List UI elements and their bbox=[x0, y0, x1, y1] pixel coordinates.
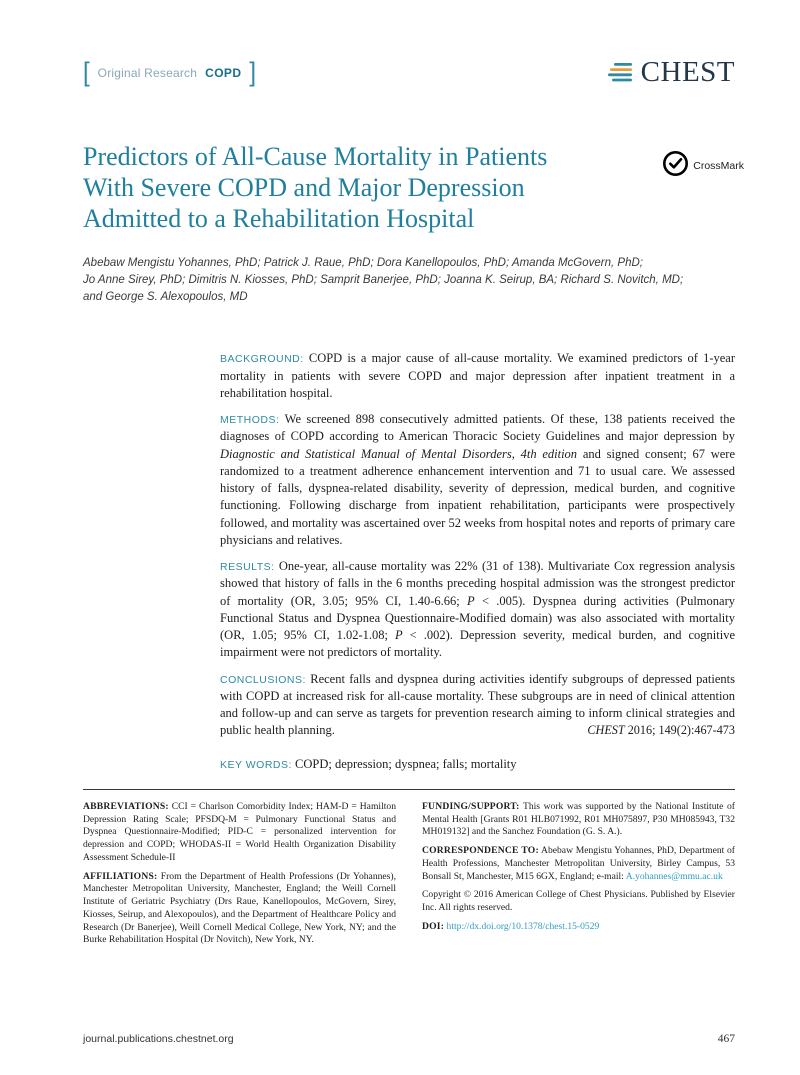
footnote-label: AFFILIATIONS: bbox=[83, 870, 158, 882]
page-footer bbox=[83, 1033, 735, 1045]
copyright-note bbox=[422, 889, 735, 915]
right-bracket-glyph: ] bbox=[249, 57, 257, 88]
text-link[interactable]: http://dx.doi.org/10.1378/chest.15-0529 bbox=[446, 920, 600, 932]
text-link[interactable]: A.yohannes@mmu.ac.uk bbox=[625, 870, 723, 882]
journal-citation: CHEST 2016; 149(2):467-473 bbox=[587, 722, 735, 737]
footnote-text: CCI = Charlson Comorbidity Index; HAM-D = Hamilton Depression Rating Scale; PFSDQ-M = Pulmonary Functional Status and Dyspnea Questionnaire-Modified; PID-C = personalized intervention for depression and COPD; WHODAS-II = World Health Organization Disability Assessment Schedule-II bbox=[83, 800, 396, 863]
author-line: Jo Anne Sirey, PhD; Dimitris N. Kiosses, PhD; Samprit Banerjee, PhD; Joanna K. Seirup, BA; Richard S. Novitch, MD; bbox=[83, 273, 684, 286]
section-label: RESULTS: bbox=[220, 561, 275, 574]
crossmark-icon bbox=[662, 150, 689, 182]
funding-note bbox=[422, 801, 735, 839]
footnote-text bbox=[447, 921, 600, 932]
footnote-label: ABBREVIATIONS: bbox=[83, 800, 169, 812]
footnotes-left-column bbox=[83, 801, 396, 953]
abbreviations-note bbox=[83, 801, 396, 865]
left-bracket-glyph: [ bbox=[83, 57, 90, 88]
section-label: CONCLUSIONS: bbox=[220, 673, 306, 686]
chest-logo-stacked-pages-icon bbox=[608, 61, 634, 85]
authors-list bbox=[83, 255, 735, 307]
keywords-text: COPD; depression; dyspnea; falls; mortality bbox=[295, 756, 517, 771]
chest-logo-text: CHEST bbox=[640, 56, 735, 88]
section-text: We screened 898 consecutively admitted patients. Of these, 138 patients received the diagnoses of COPD according to American Thoracic Society Guidelines and major depression by Diagnostic and Statistical Manual of Mental Disorders, 4th edition and signed consent; 67 were randomized to a treatment adherence enhancement intervention and 71 to usual care. We assessed history of falls, dyspnea-related disability, severity of depression, medical burden, and cognitive functioning. Following discharge from inpatient rehabilitation, participants were prospectively followed, and mortality was ascertained over 52 weeks from hospital notes and reports of primary care physicians and relatives. bbox=[220, 412, 735, 547]
correspondence-note bbox=[422, 845, 735, 883]
footnote-text: This work was supported by the National Institute of Mental Health [Grants R01 HLB071992, R01 MH075897, P30 MH085943, T32 MH019132] and the Sanchez Foundation (G. S. A.). bbox=[422, 800, 735, 838]
page-header bbox=[83, 58, 735, 87]
keywords-label: KEY WORDS: bbox=[220, 758, 292, 771]
affiliations-note bbox=[83, 871, 396, 948]
page-number: 467 bbox=[717, 1033, 735, 1045]
footnote-label: FUNDING/SUPPORT: bbox=[422, 800, 520, 812]
divider-rule bbox=[83, 789, 735, 790]
section-label: BACKGROUND: bbox=[220, 353, 304, 366]
abstract-section-conclusions bbox=[220, 671, 735, 740]
abstract-section-methods bbox=[220, 411, 735, 549]
section-text: Recent falls and dyspnea during activities identify subgroups of depressed patients with COPD at increased risk for all-cause mortality. These subgroups are in need of clinical attention and follow-up and can serve as targets for prevention research aiming to inform clinical strategies and public health planning. bbox=[220, 671, 736, 738]
footnotes-right-column bbox=[422, 801, 735, 953]
footnote-label: DOI: bbox=[422, 920, 445, 932]
section-text: COPD is a major cause of all-cause mortality. We examined predictors of 1-year mortality in patients with severe COPD and major depression after inpatient treatment in a rehabilitation hospital. bbox=[220, 351, 735, 400]
chest-logo bbox=[608, 58, 735, 87]
article-category-tag bbox=[83, 57, 257, 88]
abstract bbox=[220, 350, 735, 773]
title-line: Predictors of All-Cause Mortality in Patients bbox=[83, 142, 548, 171]
footnote-text: From the Department of Health Professions (Dr Yohannes), Manchester Metropolitan University, Manchester, England; the Weill Cornell Institute of Geriatric Psychiatry (Drs Raue, Kanellopoulos, McGovern, Sirey, Kiosses, Seirup, and Alexopoulos), and the Department of Healthcare Policy and Research (Dr Banerjee), Weill Cornell Medical College, New York, NY; and the Burke Rehabilitation Hospital (Dr Novitch), New York, NY. bbox=[83, 870, 396, 946]
author-line: Abebaw Mengistu Yohannes, PhD; Patrick J. Raue, PhD; Dora Kanellopoulos, PhD; Amanda McGovern, PhD; bbox=[83, 256, 643, 269]
title-line: With Severe COPD and Major Depression bbox=[83, 173, 525, 203]
footnote-label: CORRESPONDENCE TO: bbox=[422, 845, 539, 857]
abstract-section-results bbox=[220, 558, 735, 662]
journal-url: journal.publications.chestnet.org bbox=[83, 1033, 234, 1045]
abstract-section-background bbox=[220, 350, 735, 402]
section-label: METHODS: bbox=[220, 414, 280, 427]
footnotes bbox=[83, 801, 735, 953]
crossmark-label: CrossMark bbox=[693, 160, 744, 172]
keywords-line bbox=[220, 756, 735, 773]
footnote-text: Abebaw Mengistu Yohannes, PhD, Department of Health Professions, Manchester Metropolitan University, Birley Campus, 53 Bonsall St, Manchester, M15 6GX, England; e-mail: A.yohannes@mmu.ac.uk bbox=[422, 845, 735, 882]
category-label: Original Research bbox=[97, 65, 198, 80]
section-text: One-year, all-cause mortality was 22% (31 of 138). Multivariate Cox regression analysis showed that history of falls in the 6 months preceding hospital admission was the strongest predictor of mortality (OR, 3.05; 95% CI, 1.40-6.66; P < .005). Dyspnea during activities (Pulmonary Functional Status and Dyspnea Questionnaire-Modified domain) was also associated with mortality (OR, 1.05; 95% CI, 1.02-1.08; P < .002). Depression severity, medical burden, and cognitive impairment were not predictors of mortality. bbox=[220, 559, 735, 660]
crossmark-badge[interactable] bbox=[662, 150, 744, 182]
topic-label: COPD bbox=[205, 65, 242, 80]
article-title bbox=[83, 141, 663, 235]
doi-note bbox=[422, 921, 735, 934]
footnote-text: Copyright © 2016 American College of Chest Physicians. Published by Elsevier Inc. All rights reserved. bbox=[422, 889, 735, 914]
title-line: Admitted to a Rehabilitation Hospital bbox=[83, 204, 475, 234]
author-line: and George S. Alexopoulos, MD bbox=[83, 291, 248, 304]
